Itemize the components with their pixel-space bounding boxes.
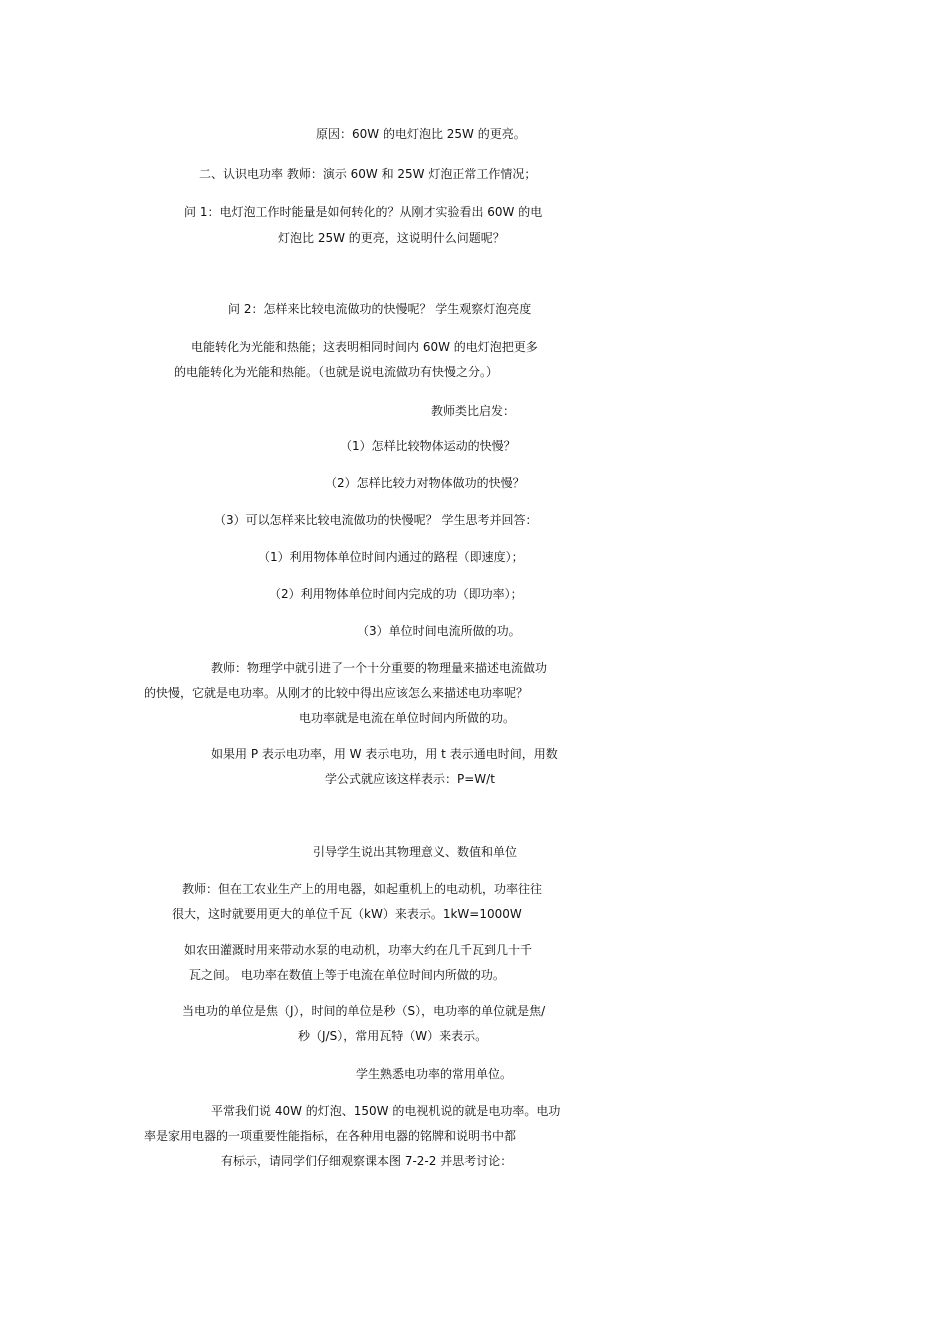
text-line-1: 原因：60W 的电灯泡比 25W 的更亮。 [316, 127, 526, 141]
text-line-2: 二、认识电功率 教师：演示 60W 和 25W 灯泡正常工作情况； [199, 167, 537, 181]
text-line-11: （3）可以怎样来比较电流做功的快慢呢？ 学生思考并回答： [214, 513, 538, 527]
text-line-21: 教师：但在工农业生产上的用电器，如起重机上的电动机，功率往往 [182, 882, 543, 896]
text-line-4: 灯泡比 25W 的更亮，这说明什么问题呢？ [278, 231, 505, 245]
text-line-14: （3）单位时间电流所做的功。 [357, 624, 521, 638]
text-line-23: 如农田灌溉时用来带动水泵的电动机，功率大约在几千瓦到几十千 [184, 943, 533, 957]
text-line-18: 如果用 P 表示电功率，用 W 表示电功，用 t 表示通电时间，用数 [211, 747, 558, 761]
text-line-13: （2）利用物体单位时间内完成的功（即功率）； [269, 587, 523, 601]
text-line-12: （1）利用物体单位时间内通过的路程（即速度）； [258, 550, 524, 564]
text-line-8: 教师类比启发： [431, 404, 516, 418]
text-line-22: 很大，这时就要用更大的单位千瓦（kW）来表示。1kW=1000W [172, 907, 522, 921]
text-line-26: 秒（J/S），常用瓦特（W）来表示。 [298, 1029, 488, 1043]
text-line-6: 电能转化为光能和热能；这表明相同时间内 60W 的电灯泡把更多 [191, 340, 538, 354]
text-line-3: 问 1：电灯泡工作时能量是如何转化的？从刚才实验看出 60W 的电 [184, 205, 543, 219]
text-line-15: 教师：物理学中就引进了一个十分重要的物理量来描述电流做功 [211, 661, 548, 675]
text-line-17: 电功率就是电流在单位时间内所做的功。 [299, 711, 516, 725]
text-line-25: 当电功的单位是焦（J），时间的单位是秒（S），电功率的单位就是焦/ [182, 1004, 546, 1018]
text-line-16: 的快慢，它就是电功率。从刚才的比较中得出应该怎么来描述电功率呢？ [144, 686, 529, 700]
text-line-10: （2）怎样比较力对物体做功的快慢？ [325, 476, 525, 490]
text-line-20: 引导学生说出其物理意义、数值和单位 [313, 845, 518, 859]
text-line-5: 问 2：怎样来比较电流做功的快慢呢？ 学生观察灯泡亮度 [228, 302, 532, 316]
text-line-19: 学公式就应该这样表示：P=W/t [325, 772, 495, 786]
text-line-29: 率是家用电器的一项重要性能指标，在各种用电器的铭牌和说明书中都 [144, 1129, 517, 1143]
text-line-28: 平常我们说 40W 的灯泡、150W 的电视机说的就是电功率。电功 [211, 1104, 561, 1118]
text-line-30: 有标示，请同学们仔细观察课本图 7-2-2 并思考讨论： [221, 1154, 513, 1168]
text-line-24: 瓦之间。 电功率在数值上等于电流在单位时间内所做的功。 [189, 968, 505, 982]
text-line-27: 学生熟悉电功率的常用单位。 [356, 1067, 513, 1081]
text-line-7: 的电能转化为光能和热能。（也就是说电流做功有快慢之分。） [174, 365, 499, 379]
text-line-9: （1）怎样比较物体运动的快慢？ [340, 439, 516, 453]
